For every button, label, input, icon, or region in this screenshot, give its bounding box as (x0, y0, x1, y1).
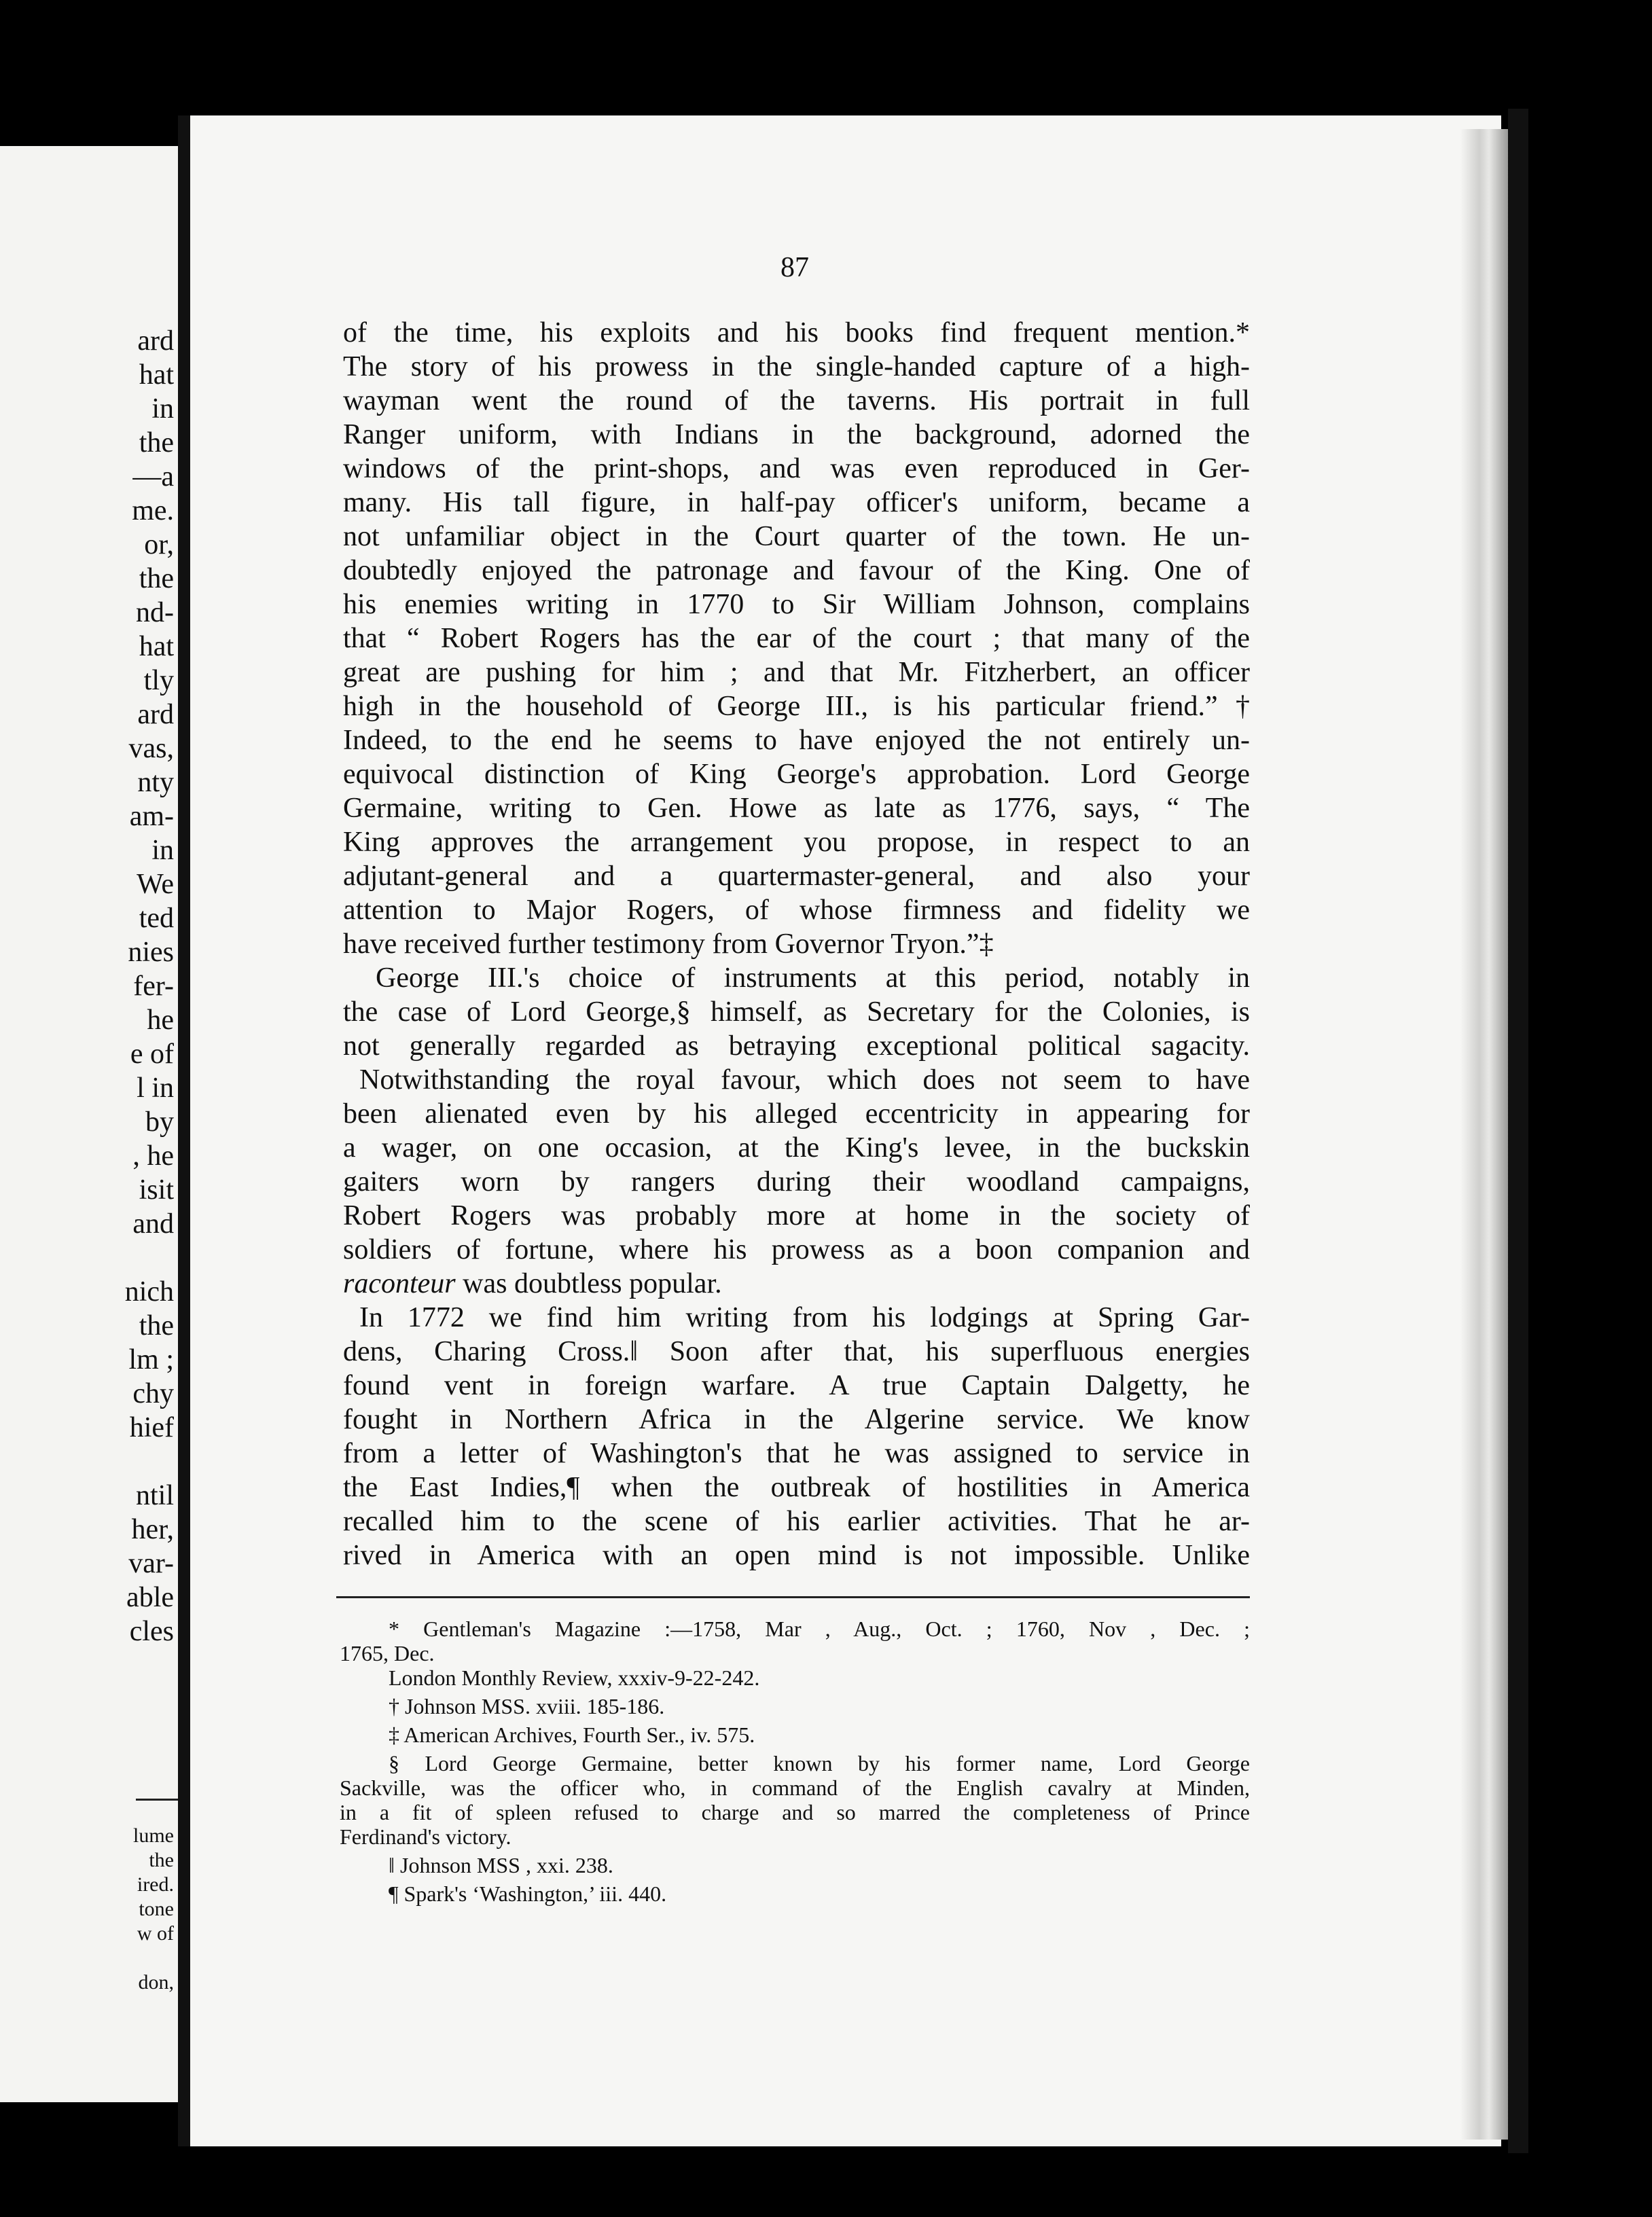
text-line: doubtedly enjoyed the patronage and favour of the King. One of (343, 555, 1250, 586)
text-line: the case of Lord George,§ himself, as Secretary for the Colonies, is (343, 996, 1250, 1028)
text-line: attention to Major Rogers, of whose firmness and fidelity we (343, 895, 1250, 926)
previous-page-line-fragment: isit (139, 1174, 174, 1206)
text-line: the East Indies,¶ when the outbreak of hostilities in America (343, 1472, 1250, 1503)
footnote-line: * Gentleman's Magazine :—1758, Mar , Aug., Oct. ; 1760, Nov , Dec. ; (389, 1617, 1250, 1641)
text-line: of the time, his exploits and his books find frequent mention.* (343, 317, 1250, 348)
previous-page-line-fragment: in (151, 835, 174, 866)
footnote-line: § Lord George Germaine, better known by his former name, Lord George (389, 1751, 1250, 1776)
previous-page-line-fragment: fer- (133, 971, 174, 1002)
previous-page-line-fragment: We (137, 869, 174, 900)
text-line: George III.'s choice of instruments at this period, notably in (376, 962, 1250, 994)
text-line: adjutant-general and a quartermaster-general, and also your (343, 861, 1250, 892)
text-line: a wager, on one occasion, at the King's levee, in the buckskin (343, 1132, 1250, 1164)
page-number: 87 (780, 252, 809, 283)
paragraph-1 (343, 316, 1250, 961)
italic-word: raconteur (343, 1268, 456, 1299)
previous-page-line-fragment: hat (139, 359, 174, 391)
book-gutter (178, 115, 190, 2146)
footnote-line: in a fit of spleen refused to charge and so marred the completeness of Prince (340, 1800, 1250, 1824)
previous-page-line-fragment: ard (137, 699, 174, 730)
text-line: wayman went the round of the taverns. His portrait in full (343, 385, 1250, 416)
text-line: equivocal distinction of King George's approbation. Lord George (343, 759, 1250, 790)
body-text (343, 316, 1250, 1572)
previous-page-line-fragment: able (126, 1582, 174, 1613)
previous-page-line-fragment: and (132, 1208, 174, 1240)
footnote-line: Ferdinand's victory. (340, 1824, 511, 1849)
text-run: was doubtless popular. (455, 1268, 722, 1299)
page-edge (1460, 129, 1508, 2140)
footnote-line: Sackville, was the officer who, in command of the English cavalry at Minden, (340, 1776, 1250, 1800)
text-line: gaiters worn by rangers during their woodland campaigns, (343, 1166, 1250, 1197)
text-line: not unfamiliar object in the Court quarter of the town. He un- (343, 521, 1250, 552)
text-line: not generally regarded as betraying exceptional political sagacity. (343, 1030, 1250, 1062)
previous-page-line-fragment: nies (128, 937, 174, 968)
previous-page-line-fragment: cles (129, 1616, 174, 1647)
previous-page-line-fragment: me. (132, 495, 174, 526)
previous-page-footnote-fragment: the (149, 1849, 174, 1871)
previous-page-line-fragment: lm ; (128, 1344, 174, 1375)
footnote-line: ‡ American Archives, Fourth Ser., iv. 575. (389, 1723, 755, 1747)
previous-page-footnote-fragment: don, (138, 1971, 174, 1994)
previous-page-line-fragment: the (139, 563, 174, 594)
previous-page-line-fragment: hat (139, 631, 174, 662)
previous-page-line-fragment: the (139, 1310, 174, 1341)
previous-page-footnote-fragment: lume (133, 1824, 174, 1847)
text-line: King approves the arrangement you propose, in respect to an (343, 827, 1250, 858)
previous-page-line-fragment: in (151, 393, 174, 425)
footnote-line: ¶ Spark's ‘Washington,’ iii. 440. (389, 1881, 667, 1906)
text-line: have received further testimony from Governor Tryon.”‡ (343, 929, 994, 960)
text-line: Notwithstanding the royal favour, which does not seem to have (359, 1064, 1250, 1096)
text-line: from a letter of Washington's that he was assigned to service in (343, 1438, 1250, 1469)
text-line: fought in Northern Africa in the Algerine service. We know (343, 1404, 1250, 1435)
footnote-double-dagger (340, 1723, 1250, 1747)
previous-page-line-fragment: nd- (136, 597, 174, 628)
previous-page-footnote-fragment: w of (137, 1922, 174, 1945)
previous-page-line-fragment: ted (139, 903, 174, 934)
previous-page-line-fragment: l in (137, 1073, 174, 1104)
previous-page-line-fragment: he (147, 1005, 174, 1036)
text-line: Indeed, to the end he seems to have enjoyed the not entirely un- (343, 725, 1250, 756)
previous-page-line-fragment: var- (128, 1548, 174, 1579)
text-line: recalled him to the scene of his earlier activities. That he ar- (343, 1506, 1250, 1537)
previous-page-line-fragment: the (139, 427, 174, 458)
footnote-star (340, 1617, 1250, 1690)
footnote-pilcrow (340, 1881, 1250, 1906)
paragraph-3 (343, 1063, 1250, 1301)
page-edge-shadow (1508, 109, 1528, 2153)
footnotes (340, 1617, 1250, 1910)
footnote-section (340, 1751, 1250, 1849)
footnote-line: 1765, Dec. (340, 1641, 435, 1665)
footnote-parallel (340, 1853, 1250, 1877)
footnote-line: London Monthly Review, xxxiv-9-22-242. (389, 1665, 760, 1690)
footnote-dagger (340, 1694, 1250, 1718)
text-line (343, 1267, 1250, 1301)
text-line: been alienated even by his alleged eccentricity in appearing for (343, 1098, 1250, 1130)
footnote-line: ‖ Johnson MSS , xxi. 238. (389, 1853, 613, 1877)
text-line: rived in America with an open mind is not impossible. Unlike (343, 1540, 1250, 1571)
previous-page-line-fragment: tly (143, 665, 174, 696)
previous-page-line-fragment: or, (144, 529, 174, 560)
previous-page-line-fragment: , he (132, 1140, 174, 1172)
text-line: many. His tall figure, in half-pay officer's uniform, became a (343, 487, 1250, 518)
text-line: great are pushing for him ; and that Mr. Fitzherbert, an officer (343, 657, 1250, 688)
text-line: soldiers of fortune, where his prowess as a boon companion and (343, 1234, 1250, 1265)
text-line: his enemies writing in 1770 to Sir William Johnson, complains (343, 589, 1250, 620)
text-line: Germaine, writing to Gen. Howe as late as 1776, says, “ The (343, 793, 1250, 824)
previous-page-line-fragment: am- (129, 801, 174, 832)
previous-page-line-fragment: by (145, 1106, 174, 1138)
text-line: dens, Charing Cross.‖ Soon after that, his superfluous energies (343, 1336, 1250, 1367)
previous-page-line-fragment: her, (131, 1514, 174, 1545)
previous-page-fragment (0, 146, 178, 2102)
previous-page-line-fragment: chy (132, 1378, 174, 1409)
paragraph-2 (343, 961, 1250, 1063)
previous-page-line-fragment: ard (137, 325, 174, 357)
previous-page-footnote-rule (136, 1799, 178, 1801)
previous-page-line-fragment: ntil (135, 1480, 174, 1511)
previous-page-line-fragment: nich (124, 1276, 174, 1308)
text-line: Ranger uniform, with Indians in the background, adorned the (343, 419, 1250, 450)
previous-page-line-fragment: nty (137, 767, 174, 798)
footnote-line: † Johnson MSS. xviii. 185-186. (389, 1694, 665, 1718)
text-line: high in the household of George III., is his particular friend.”† (343, 691, 1250, 722)
previous-page-line-fragment: —a (132, 461, 174, 492)
previous-page-line-fragment: hief (129, 1412, 174, 1443)
text-line: windows of the print-shops, and was even reproduced in Ger- (343, 453, 1250, 484)
previous-page-footnote-fragment: tone (139, 1898, 174, 1920)
text-line: In 1772 we find him writing from his lodgings at Spring Gar- (359, 1302, 1250, 1333)
text-line: Robert Rogers was probably more at home in the society of (343, 1200, 1250, 1231)
previous-page-line-fragment: e of (130, 1039, 174, 1070)
text-line: The story of his prowess in the single-handed capture of a high- (343, 351, 1250, 382)
text-line: found vent in foreign warfare. A true Captain Dalgetty, he (343, 1370, 1250, 1401)
footnote-rule (336, 1596, 1250, 1598)
previous-page-line-fragment: vas, (128, 733, 174, 764)
previous-page-footnote-fragment: ired. (137, 1873, 174, 1896)
paragraph-4 (343, 1301, 1250, 1572)
text-line: that “ Robert Rogers has the ear of the court ; that many of the (343, 623, 1250, 654)
